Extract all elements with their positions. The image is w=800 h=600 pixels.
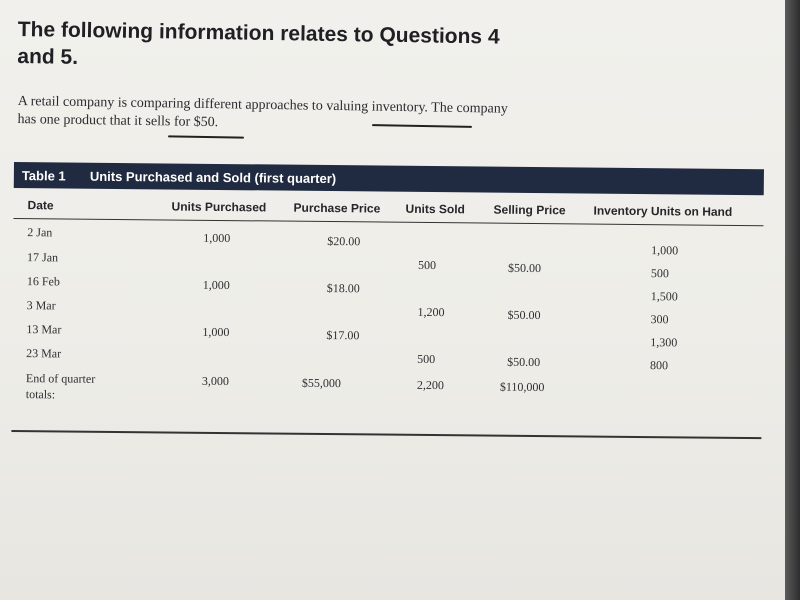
heading-line-2: and 5. bbox=[17, 44, 79, 69]
col-header-units-purchased: Units Purchased bbox=[171, 199, 267, 215]
cell-inventory: 1,000 bbox=[651, 243, 679, 258]
intro-line-2: has one product that it sells for $50. bbox=[17, 111, 219, 131]
col-header-purchase-price: Purchase Price bbox=[293, 200, 381, 216]
total-units-purchased: 3,000 bbox=[201, 373, 229, 389]
cell-units-purchased: 1,000 bbox=[203, 230, 231, 246]
cell-purchase-price: $18.00 bbox=[326, 281, 360, 296]
row-date: 13 Mar bbox=[26, 322, 62, 337]
page-edge-shadow bbox=[785, 0, 800, 600]
cell-selling-price: $50.00 bbox=[507, 354, 541, 370]
cell-inventory: 1,500 bbox=[650, 289, 678, 304]
cell-inventory: 800 bbox=[650, 358, 669, 373]
cell-purchase-price: $20.00 bbox=[327, 234, 361, 249]
row-date: 23 Mar bbox=[26, 346, 62, 361]
col-header-inventory-units: Inventory Units on Hand bbox=[593, 203, 733, 219]
total-units-sold: 2,200 bbox=[416, 377, 444, 393]
total-sales-revenue: $110,000 bbox=[499, 379, 545, 395]
table-bottom-rule bbox=[11, 430, 761, 439]
cell-inventory: 500 bbox=[650, 266, 670, 281]
cell-selling-price: $50.00 bbox=[507, 260, 542, 276]
col-header-units-sold: Units Sold bbox=[405, 201, 465, 217]
col-header-date: Date bbox=[27, 198, 54, 213]
row-date: 2 Jan bbox=[27, 225, 53, 240]
cell-units-purchased: 1,000 bbox=[202, 277, 230, 293]
table-title: Units Purchased and Sold (first quarter) bbox=[89, 168, 337, 186]
row-date: 3 Mar bbox=[26, 298, 56, 313]
cell-units-sold: 1,200 bbox=[417, 304, 445, 320]
cell-inventory: 1,300 bbox=[650, 335, 678, 350]
cell-units-sold: 500 bbox=[417, 351, 436, 367]
totals-label-line-1: End of quarter bbox=[25, 371, 96, 386]
intro-paragraph bbox=[17, 93, 577, 138]
cell-selling-price: $50.00 bbox=[507, 307, 541, 323]
cell-units-purchased: 1,000 bbox=[202, 324, 230, 340]
col-header-selling-price: Selling Price bbox=[493, 202, 566, 218]
cell-units-sold: 500 bbox=[417, 257, 437, 273]
pen-underline-sells-for bbox=[168, 135, 244, 138]
totals-label-line-2: totals: bbox=[25, 387, 56, 402]
inventory-table bbox=[11, 162, 763, 431]
cell-inventory: 300 bbox=[650, 312, 669, 327]
cell-purchase-price: $17.00 bbox=[326, 328, 360, 343]
heading-line-1: The following information relates to Questions 4 bbox=[17, 17, 500, 49]
intro-line-1: A retail company is comparing different approaches to valuing inventory. The company bbox=[17, 93, 508, 117]
table-label: Table 1 bbox=[21, 167, 66, 183]
table-body bbox=[11, 219, 763, 431]
total-purchase-cost: $55,000 bbox=[301, 375, 341, 391]
row-date: 16 Feb bbox=[26, 274, 60, 289]
question-heading bbox=[17, 16, 578, 79]
row-date: 17 Jan bbox=[27, 250, 59, 265]
